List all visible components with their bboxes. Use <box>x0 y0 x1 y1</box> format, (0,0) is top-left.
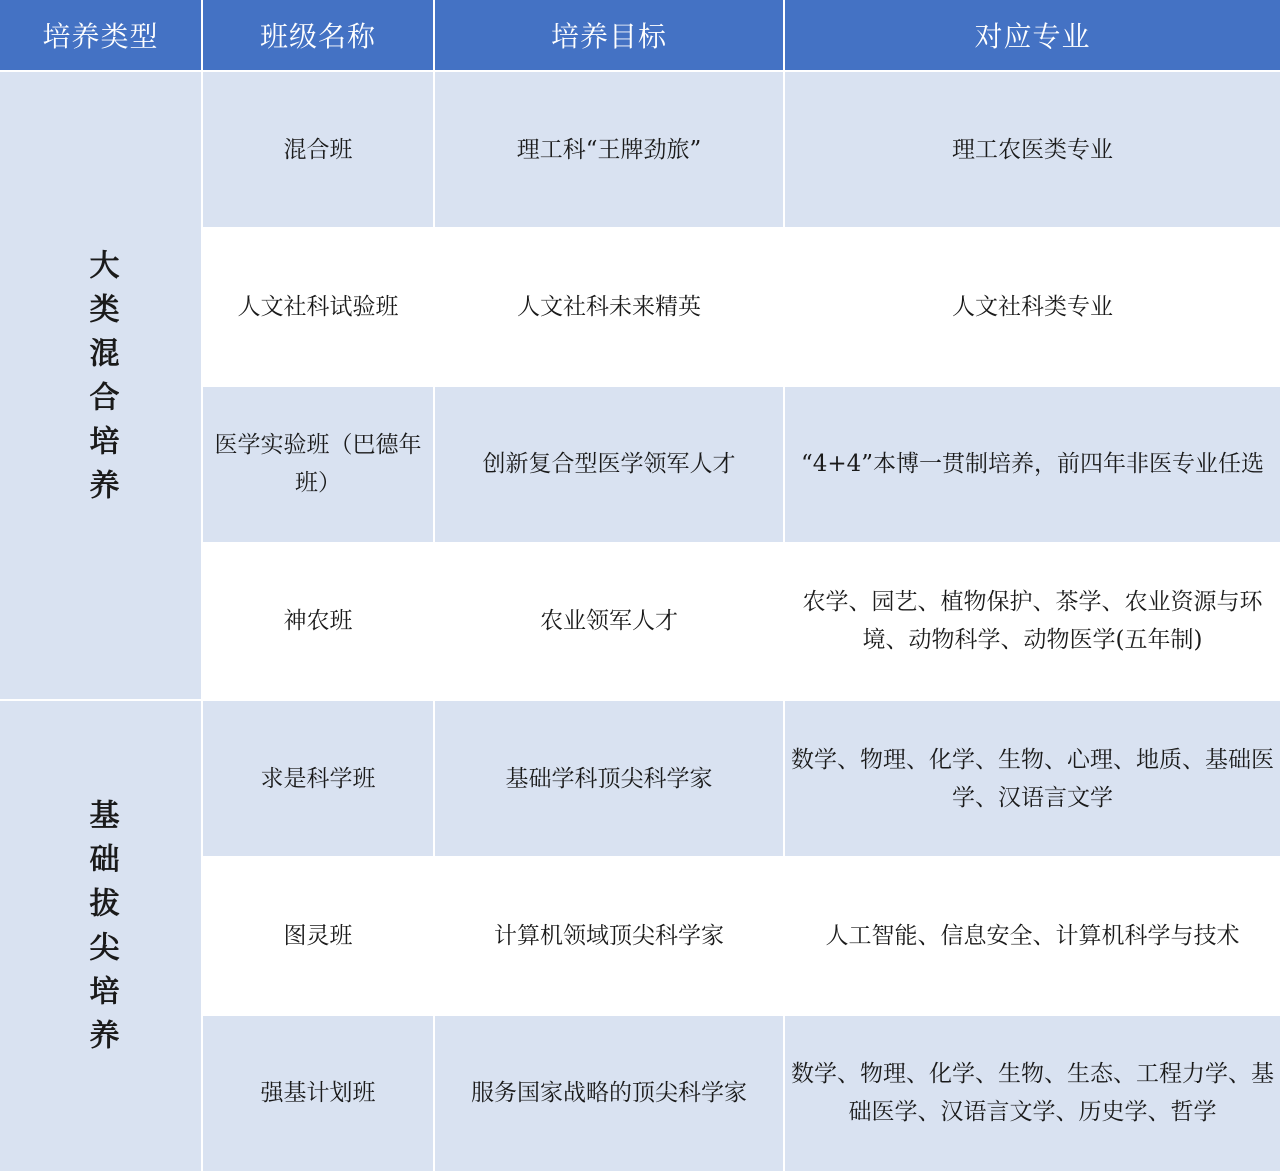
majors-cell: 人工智能、信息安全、计算机科学与技术 <box>784 857 1280 1014</box>
goal-cell: 理工科“王牌劲旅” <box>434 71 784 228</box>
training-type-cell <box>0 700 202 1172</box>
goal-cell: 农业领军人才 <box>434 543 784 700</box>
class-name-cell: 混合班 <box>202 71 434 228</box>
header-training-type: 培养类型 <box>0 0 202 71</box>
training-type-cell <box>0 71 202 700</box>
class-name-cell: 求是科学班 <box>202 700 434 857</box>
majors-cell: 数学、物理、化学、生物、生态、工程力学、基础医学、汉语言文学、历史学、哲学 <box>784 1015 1280 1172</box>
majors-cell: 农学、园艺、植物保护、茶学、农业资源与环境、动物科学、动物医学(五年制) <box>784 543 1280 700</box>
table-row <box>0 700 1280 857</box>
table-row <box>0 71 1280 228</box>
class-name-cell: 人文社科试验班 <box>202 228 434 385</box>
class-name-cell: 神农班 <box>202 543 434 700</box>
header-row <box>0 0 1280 71</box>
header-majors: 对应专业 <box>784 0 1280 71</box>
header-training-goal: 培养目标 <box>434 0 784 71</box>
goal-cell: 基础学科顶尖科学家 <box>434 700 784 857</box>
goal-cell: 服务国家战略的顶尖科学家 <box>434 1015 784 1172</box>
training-type-label: 基础拔尖培养 <box>83 799 119 1064</box>
class-name-cell: 强基计划班 <box>202 1015 434 1172</box>
majors-cell: 数学、物理、化学、生物、心理、地质、基础医学、汉语言文学 <box>784 700 1280 857</box>
majors-cell: 理工农医类专业 <box>784 71 1280 228</box>
goal-cell: 人文社科未来精英 <box>434 228 784 385</box>
majors-cell: “4+4”本博一贯制培养，前四年非医专业任选 <box>784 386 1280 543</box>
goal-cell: 计算机领域顶尖科学家 <box>434 857 784 1014</box>
class-name-cell: 图灵班 <box>202 857 434 1014</box>
header-class-name: 班级名称 <box>202 0 434 71</box>
goal-cell: 创新复合型医学领军人才 <box>434 386 784 543</box>
majors-cell: 人文社科类专业 <box>784 228 1280 385</box>
class-name-cell: 医学实验班（巴德年班） <box>202 386 434 543</box>
training-type-label: 大类混合培养 <box>83 248 119 513</box>
